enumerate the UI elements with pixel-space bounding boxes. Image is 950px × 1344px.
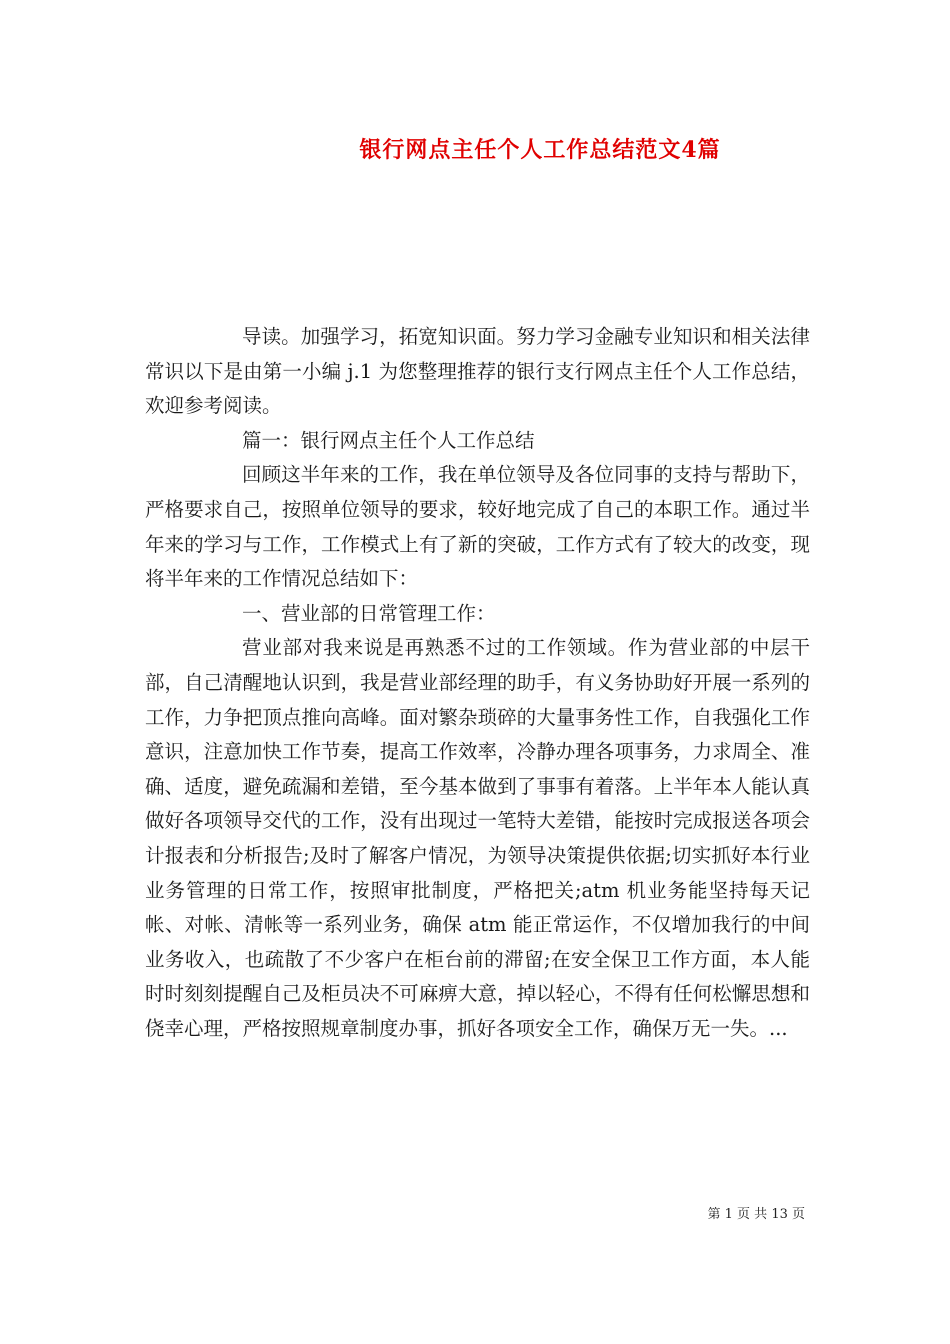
section-heading-daily-management: 一、营业部的日常管理工作： [242,601,496,625]
section-heading-part-one: 篇一：银行网点主任个人工作总结 [242,428,535,452]
document-body [145,320,810,1046]
review-paragraph: 回顾这半年来的工作，我在单位领导及各位同事的支持与帮助下，严格要求自己，按照单位领导的要求，较好地完成了自己的本职工作。通过半年来的学习与工作，工作模式上有了新的突破，工作方式有了较大的改变，现将半年来的工作情况总结如下： [145,463,810,591]
daily-management-paragraph: 营业部对我来说是再熟悉不过的工作领域。作为营业部的中层干部，自己清醒地认识到，我是营业部经理的助手，有义务协助好开展一系列的工作，力争把顶点推向高峰。面对繁杂琐碎的大量事务性工作，自我强化工作意识，注意加快工作节奏，提高工作效率，冷静办理各项事务，力求周全、准确、适度，避免疏漏和差错，至今基本做到了事事有着落。上半年本人能认真做好各项领导交代的工作，没有出现过一笔特大差错，能按时完成报送各项会计报表和分析报告;及时了解客户情况，为领导决策提供依据;切实抓好本行业业务管理的日常工作，按照审批制度，严格把关;atm 机业务能坚持每天记帐、对帐、清帐等一系列业务，确保 atm 能正常运作，不仅增加我行的中间业务收入，也疏散了不少客户在柜台前的滞留;在安全保卫工作方面，本人能时时刻刻提醒自己及柜员决不可麻痹大意，掉以轻心，不得有任何松懈思想和侥幸心理，严格按照规章制度办事，抓好各项安全工作，确保万无一失。... [145,636,810,1040]
document-title: 银行网点主任个人工作总结范文4篇 [359,137,721,163]
intro-paragraph: 导读。加强学习，拓宽知识面。努力学习金融专业知识和相关法律常识以下是由第一小编 j.1 为您整理推荐的银行支行网点主任个人工作总结，欢迎参考阅读。 [145,325,810,418]
page-number: 第 1 页 共 13 页 [707,1207,805,1222]
